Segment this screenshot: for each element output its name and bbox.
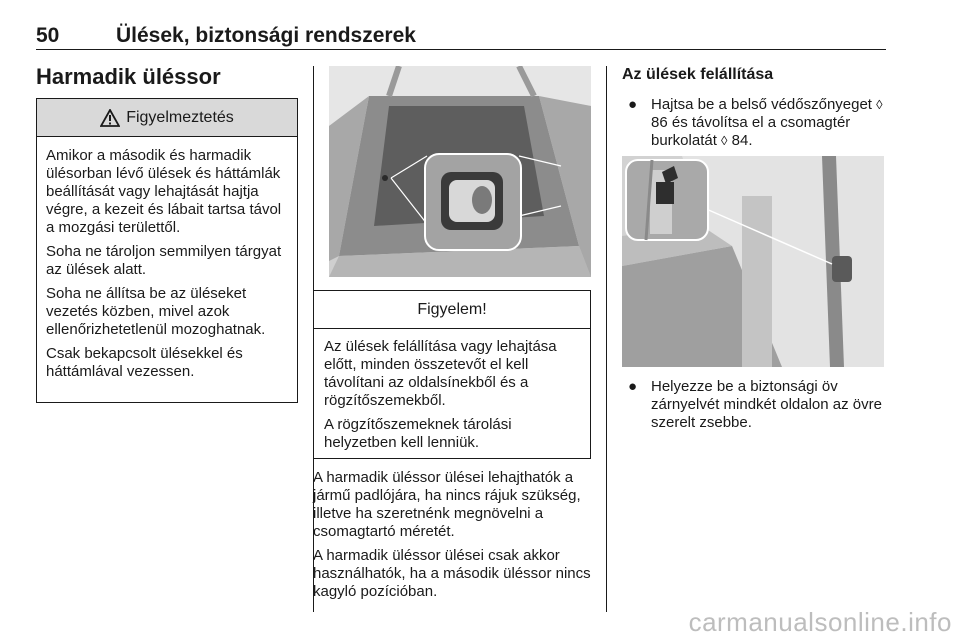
bullet-icon: ●	[628, 378, 638, 395]
warning-header	[37, 99, 297, 137]
warning-title: Figyelmeztetés	[126, 108, 234, 126]
warning-triangle-icon	[100, 109, 120, 127]
notice-box	[313, 290, 591, 459]
warning-paragraph: Csak bekapcsolt ülésekkel és háttámlával vezessen.	[46, 345, 243, 380]
page-ref[interactable]: 84	[731, 132, 749, 149]
warning-paragraph: Soha ne tároljon semmilyen tárgyat az ülések alatt.	[46, 243, 282, 278]
warning-box	[36, 98, 298, 403]
notice-paragraph: A rögzítőszemeknek tárolási helyzetben kell lenniük.	[324, 416, 512, 451]
warning-paragraph: Amikor a második és harmadik ülésorban lévő ülések és háttámlák beállítását vagy lehajtását hajtja végre, a kezeit és lábait tartsa távol a mozgási területtől.	[46, 147, 282, 236]
column-divider	[606, 66, 607, 612]
body-paragraph: A harmadik üléssor ülései lehajthatók a jármű padlójára, ha nincs rájuk szükség, illetve ha szeretnénk megnövelni a csomagtartó méretét.	[313, 469, 581, 540]
bullet-icon: ●	[628, 96, 638, 113]
body-paragraph: A harmadik üléssor ülései csak akkor használhatók, ha a második üléssor nincs kagyló pozícióban.	[313, 547, 591, 600]
column2-text	[313, 469, 595, 607]
warning-body	[37, 137, 297, 381]
page-header	[36, 24, 886, 50]
section-title: Harmadik üléssor	[36, 64, 221, 89]
bullet-text: Hajtsa be a belső védőszőnyeget ◊ 86 és távolítsa el a csomagtér burkolatát ◊ 84.	[651, 96, 883, 149]
chapter-title: Ülések, biztonsági rendszerek	[116, 24, 416, 47]
bullet-item	[628, 96, 890, 150]
reference-icon: ◊	[876, 97, 883, 112]
bullet-item	[628, 378, 890, 432]
reference-icon: ◊	[721, 133, 728, 148]
page-ref[interactable]: 86	[651, 114, 668, 131]
notice-paragraph: Az ülések felállítása vagy lehajtása előtt, minden összetevőt el kell távolítani az oldalsínekből és a rögzítőszemekből.	[324, 338, 557, 409]
warning-paragraph: Soha ne állítsa be az üléseket vezetés közben, mivel azok ellenőrizhetetlenül mozoghatnak.	[46, 285, 266, 338]
trunk-photo	[329, 66, 591, 277]
notice-body	[314, 329, 590, 452]
page-number: 50	[36, 24, 60, 47]
subsection-title: Az ülések felállítása	[622, 66, 774, 83]
notice-title: Figyelem!	[314, 291, 590, 329]
seatbelt-photo	[622, 156, 884, 367]
watermark: carmanualsonline.info	[688, 607, 952, 637]
bullet-text: Helyezze be a biztonsági öv zárnyelvét mindkét oldalon az övre szerelt zsebbe.	[651, 378, 882, 431]
